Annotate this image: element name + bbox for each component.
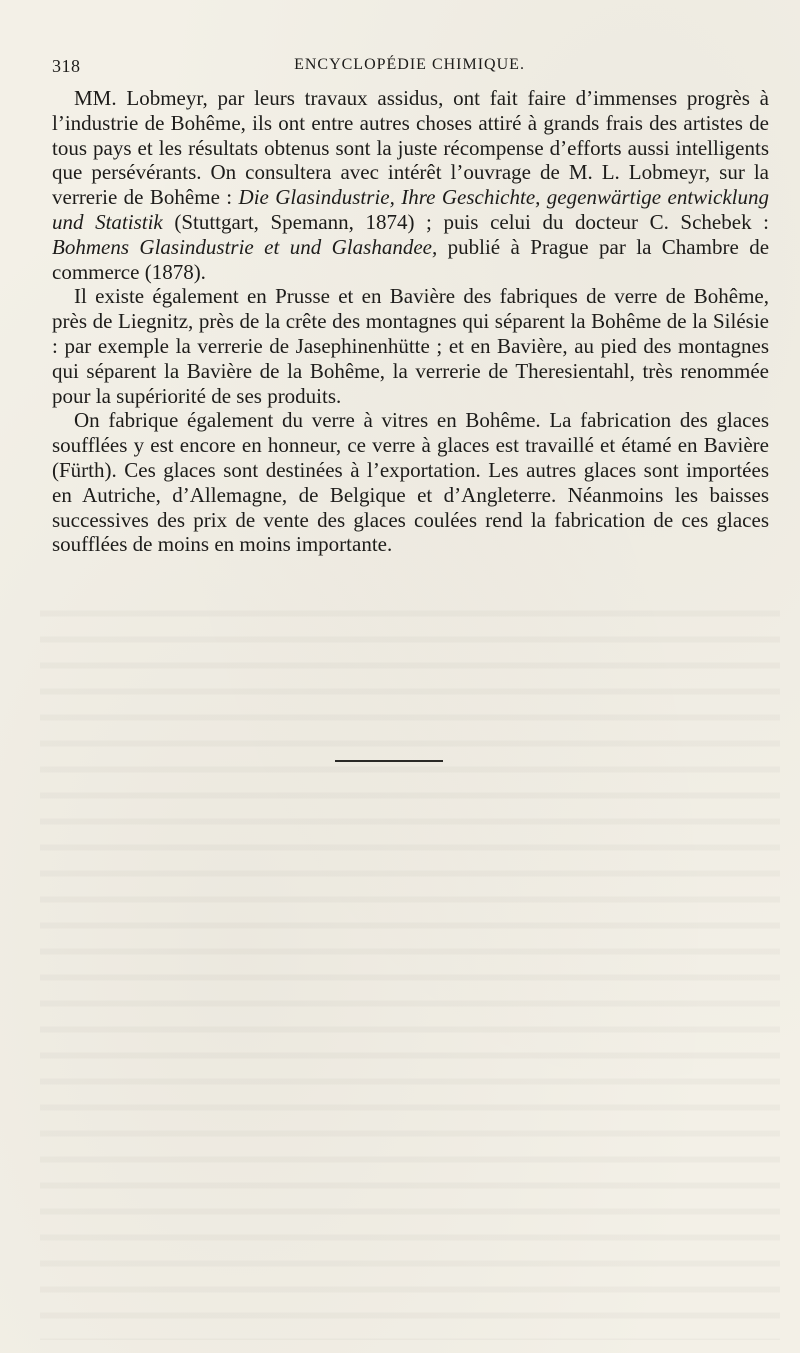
paragraph-lobmeyr-middle: (Stuttgart, Spemann, 1874) ; puis celui du docteur C. Schebek : <box>162 209 769 234</box>
running-head <box>52 56 767 82</box>
page-number: 318 <box>52 56 81 76</box>
show-through-texture <box>40 600 780 1340</box>
running-title: ENCYCLOPÉDIE CHIMIQUE. <box>294 56 525 73</box>
paragraph-lobmeyr-end: publié à Prague par la Chambre de commerce (1878). <box>52 234 770 284</box>
paragraph-lobmeyr <box>52 86 769 284</box>
paragraph-verre-a-vitres: On fabrique également du verre à vitres en Bohême. La fabrication des glaces soufflées y est encore en honneur, ce verre à glaces est travaillé et étamé en Bavière (Fürth). Ces glaces sont destinées à l’exportation. Les autres glaces sont importées en Autriche, d’Allemagne, de Belgique et d’Angleterre. Néanmoins les baisses successives des prix de vente des glaces coulées rend la fabrication de ces glaces soufflées de moins en moins importante. <box>52 408 769 557</box>
paragraph-lobmeyr-text: MM. Lobmeyr, par leurs travaux assidus, ont fait faire d’immenses progrès à l’industrie de Bohême, ils ont entre autres choses attiré à grands frais des artistes de tous pays et les résultats obtenus sont la juste récompense d’efforts aussi intelligents que persévérants. On consultera avec intérêt l’ouvrage de M. L. Lobmeyr, sur la verrerie de Bohême : <box>52 86 769 210</box>
section-separator <box>335 760 443 762</box>
book-title-glasindustrie: Die Glasindustrie, Ihre Geschichte, gegenwärtige entwicklung und Statistik <box>52 185 769 234</box>
book-title-bohmens: Bohmens Glasindustrie et und Glashandee, <box>52 234 438 259</box>
paragraph-prusse-baviere: Il existe également en Prusse et en Bavière des fabriques de verre de Bohême, près de Liegnitz, près de la crête des montagnes qui séparent la Bohême de la Silésie : par exemple la verrerie de Jasephinenhütte ; et en Bavière, au pied des montagnes qui séparent la Bavière de la Bohême, la verrerie de Theresientahl, très renommée pour la supériorité de ses produits. <box>52 284 769 408</box>
body-text <box>52 86 769 557</box>
